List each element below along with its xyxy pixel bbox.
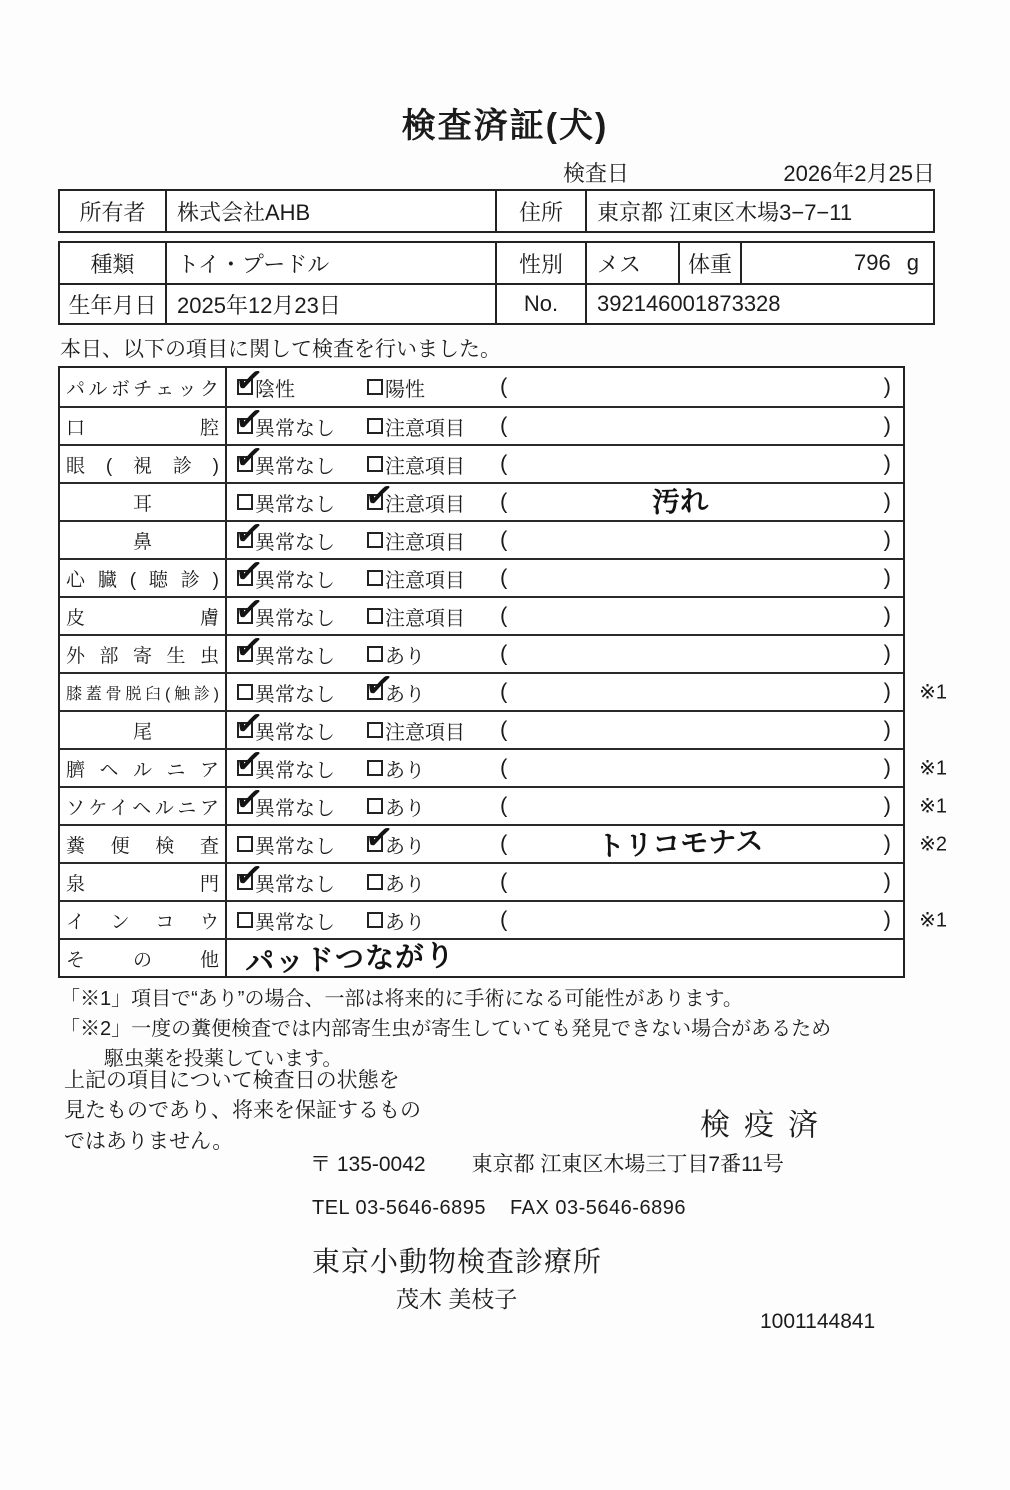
option-1	[232, 779, 335, 824]
sex-value: メス	[587, 243, 680, 283]
footnote-mark: ※1	[919, 681, 947, 704]
species-label: 種類	[60, 243, 167, 283]
option-label: 陰性	[255, 378, 295, 401]
checkbox	[367, 379, 383, 395]
close-paren: )	[883, 450, 891, 476]
animal-table	[58, 241, 935, 325]
exam-row-content	[227, 513, 903, 558]
checkbox	[232, 437, 267, 479]
checkbox	[232, 513, 267, 555]
option-label: 注意項目	[385, 493, 465, 516]
close-paren: )	[883, 488, 891, 514]
checkbox	[367, 456, 383, 472]
option-label: あり	[385, 911, 425, 934]
exam-item-label: 口腔	[66, 417, 219, 439]
exam-item-label-cell	[60, 826, 227, 862]
option-2	[367, 560, 465, 596]
checkbox	[367, 722, 383, 738]
owner-label: 所有者	[60, 191, 167, 231]
exam-row	[60, 360, 903, 406]
exam-row	[60, 703, 903, 748]
exam-item-label-cell	[60, 560, 227, 596]
checkmark: ✓	[232, 627, 267, 669]
option-1	[237, 902, 335, 938]
clinic-fax: FAX 03-5646-6896	[510, 1197, 686, 1219]
exam-item-label-cell	[60, 864, 227, 900]
close-paren: )	[883, 716, 891, 742]
exam-row-content	[227, 475, 903, 520]
open-paren: (	[500, 792, 508, 818]
exam-row	[60, 513, 903, 558]
exam-row-content	[227, 902, 903, 938]
exam-item-label: 外部寄生虫	[66, 645, 219, 667]
clinic-tel: TEL 03-5646-6895	[312, 1197, 487, 1219]
weight-unit: g	[906, 250, 919, 275]
exam-row	[60, 399, 903, 444]
option-label: 注意項目	[385, 417, 465, 440]
exam-item-label-cell	[60, 750, 227, 786]
exam-item-label: 泉門	[66, 873, 219, 895]
exam-row-content	[227, 940, 903, 980]
option-label: 異常なし	[255, 759, 335, 782]
option-2	[362, 475, 465, 520]
option-label: 注意項目	[385, 455, 465, 478]
checkmark: ✓	[232, 437, 267, 479]
option-label: 陽性	[385, 378, 425, 401]
close-paren: )	[883, 792, 891, 818]
checkmark: ✓	[232, 360, 267, 402]
option-1	[232, 855, 335, 900]
birth-label: 生年月日	[60, 285, 167, 323]
option-2	[367, 368, 425, 406]
checkbox	[367, 874, 383, 890]
open-paren: (	[500, 716, 508, 742]
close-paren: )	[883, 373, 891, 399]
exam-item-label-cell	[60, 674, 227, 710]
handwritten-note: トリコモナス	[596, 825, 764, 862]
birth-value: 2025年12月23日	[167, 285, 497, 323]
option-label: あり	[385, 645, 425, 668]
exam-row	[60, 938, 903, 980]
checkbox	[232, 360, 267, 402]
option-label: 注意項目	[385, 721, 465, 744]
clinic-address-line	[310, 1148, 784, 1178]
checkmark: ✓	[232, 703, 267, 745]
checkmark: ✓	[362, 475, 397, 517]
handwritten-note: パッドつながり	[244, 940, 456, 980]
quarantine-stamp: 検疫済	[700, 1109, 832, 1142]
exam-row-content	[227, 551, 903, 596]
exam-row-content	[227, 741, 903, 786]
serial-number: 1001144841	[760, 1310, 876, 1333]
sex-label: 性別	[497, 243, 587, 283]
option-label: 異常なし	[255, 417, 335, 440]
exam-item-label-cell	[60, 636, 227, 672]
checkbox	[232, 551, 267, 593]
exam-item-label: 心臓(聴診)	[66, 569, 219, 591]
exam-item-label: 耳	[132, 493, 152, 515]
exam-item-label: その他	[66, 949, 219, 971]
option-label: 異常なし	[255, 721, 335, 744]
checkmark: ✓	[362, 665, 397, 707]
close-paren: )	[883, 640, 891, 666]
open-paren: (	[500, 830, 508, 856]
footnotes	[60, 984, 831, 1074]
close-paren: )	[883, 526, 891, 552]
option-label: 異常なし	[255, 873, 335, 896]
open-paren: (	[500, 488, 508, 514]
checkmark: ✓	[232, 513, 267, 555]
checkbox	[367, 418, 383, 434]
owner-table	[58, 189, 935, 233]
footnote-mark: ※1	[919, 909, 947, 932]
open-paren: (	[500, 754, 508, 780]
owner-row	[60, 191, 933, 231]
exam-item-label-cell	[60, 484, 227, 520]
exam-item-label: 尾	[132, 721, 152, 743]
exam-item-label-cell	[60, 902, 227, 938]
option-label: 異常なし	[255, 531, 335, 554]
exam-item-label-cell	[60, 408, 227, 444]
close-paren: )	[883, 830, 891, 856]
exam-row-content	[227, 589, 903, 634]
checkbox	[237, 494, 253, 510]
address-label: 住所	[497, 191, 587, 231]
postal-code: 〒 135-0042	[310, 1153, 426, 1176]
option-2	[367, 902, 425, 938]
option-label: あり	[385, 797, 425, 820]
option-label: あり	[385, 873, 425, 896]
exam-item-label-cell	[60, 368, 227, 406]
weight-label: 体重	[680, 243, 742, 283]
exam-row	[60, 475, 903, 520]
disclaimer	[64, 1066, 421, 1157]
handwritten-note: 汚れ	[651, 485, 709, 518]
option-2	[367, 750, 425, 786]
exam-item-label: 鼻	[132, 531, 152, 553]
owner-value: 株式会社AHB	[167, 191, 497, 231]
exam-item-label: 眼(視診)	[66, 455, 219, 477]
open-paren: (	[500, 640, 508, 666]
species-value: トイ・プードル	[167, 243, 497, 283]
option-1	[232, 627, 335, 672]
exam-date-label: 検査日	[563, 161, 630, 186]
disclaimer-line-3: ではありません。	[64, 1129, 234, 1153]
option-2	[367, 864, 425, 900]
checkbox	[367, 798, 383, 814]
exam-row-content	[227, 855, 903, 900]
checkbox	[367, 532, 383, 548]
option-2	[362, 665, 425, 710]
checkbox	[232, 855, 267, 897]
exam-table	[58, 360, 947, 980]
footnote-mark: ※1	[919, 795, 947, 818]
checkbox	[367, 760, 383, 776]
exam-row	[60, 551, 903, 596]
option-label: 異常なし	[255, 911, 335, 934]
no-label: No.	[497, 285, 587, 323]
exam-date-value: 2026年2月25日	[783, 161, 935, 186]
checkbox	[237, 912, 253, 928]
checkbox	[232, 589, 267, 631]
exam-row	[60, 665, 947, 710]
open-paren: (	[500, 564, 508, 590]
option-label: 異常なし	[255, 569, 335, 592]
exam-item-label-cell	[60, 712, 227, 748]
weight-value	[742, 243, 933, 283]
veterinarian-name: 茂木 美枝子	[396, 1286, 518, 1312]
option-label: あり	[385, 759, 425, 782]
checkbox	[237, 684, 253, 700]
option-label: 異常なし	[255, 835, 335, 858]
exam-row	[60, 855, 903, 900]
checkbox	[367, 608, 383, 624]
exam-item-label: ソケイヘルニア	[66, 797, 219, 819]
close-paren: )	[883, 754, 891, 780]
checkbox	[232, 703, 267, 745]
option-label: 異常なし	[255, 645, 335, 668]
exam-item-label: 糞便検査	[66, 835, 219, 857]
exam-row-content	[227, 360, 903, 406]
open-paren: (	[500, 373, 508, 399]
close-paren: )	[883, 678, 891, 704]
exam-row	[60, 741, 947, 786]
exam-date	[563, 157, 935, 188]
address-value: 東京都 江東区木場3−7−11	[597, 199, 853, 225]
exam-item-label: 膝蓋骨脱臼(触診)	[66, 685, 219, 703]
checkbox	[362, 665, 397, 707]
option-2	[367, 408, 465, 444]
option-1	[232, 437, 335, 482]
option-label: 注意項目	[385, 607, 465, 630]
option-label: 注意項目	[385, 531, 465, 554]
checkbox	[362, 475, 397, 517]
checkmark: ✓	[232, 399, 267, 441]
open-paren: (	[500, 412, 508, 438]
exam-item-label-cell	[60, 446, 227, 482]
exam-row	[60, 589, 903, 634]
option-label: あり	[385, 835, 425, 858]
checkmark: ✓	[232, 589, 267, 631]
open-paren: (	[500, 450, 508, 476]
exam-row	[60, 900, 947, 938]
checkbox	[367, 570, 383, 586]
close-paren: )	[883, 602, 891, 628]
clinic-name: 東京小動物検査診療所	[312, 1246, 603, 1277]
clinic-phone-line	[312, 1197, 686, 1220]
exam-row	[60, 817, 947, 862]
option-label: 異常なし	[255, 455, 335, 478]
checkbox	[367, 912, 383, 928]
checkmark: ✓	[232, 741, 267, 783]
option-label: 注意項目	[385, 569, 465, 592]
exam-row-content	[227, 399, 903, 444]
exam-item-label-cell	[60, 788, 227, 824]
option-2	[362, 817, 425, 862]
exam-item-label-cell	[60, 598, 227, 634]
option-label: 異常なし	[255, 493, 335, 516]
close-paren: )	[883, 906, 891, 932]
checkbox	[232, 627, 267, 669]
footnote-mark: ※2	[919, 833, 947, 856]
option-2	[367, 522, 465, 558]
footnote-1: 「※1」項目で“あり”の場合、一部は将来的に手術になる可能性があります。	[60, 988, 743, 1010]
page-title: 検査済証(犬)	[401, 107, 609, 145]
no-value: 392146001873328	[597, 291, 781, 316]
close-paren: )	[883, 412, 891, 438]
exam-item-label: パルボチェック	[66, 378, 219, 400]
weight-number: 796	[854, 250, 891, 275]
open-paren: (	[500, 868, 508, 894]
exam-row-content	[227, 665, 903, 710]
checkmark: ✓	[362, 817, 397, 859]
exam-row-content	[227, 817, 903, 862]
option-2	[367, 712, 465, 748]
option-2	[367, 598, 465, 634]
exam-item-label: 臍ヘルニア	[66, 759, 219, 781]
disclaimer-line-2: 見たものであり、将来を保証するもの	[64, 1099, 421, 1123]
clinic-address: 東京都 江東区木場三丁目7番11号	[471, 1153, 784, 1176]
footnote-mark: ※1	[919, 757, 947, 780]
footnote-2-cont: 駆虫薬を投薬しています。	[104, 1048, 343, 1070]
option-label: あり	[385, 683, 425, 706]
close-paren: )	[883, 868, 891, 894]
checkbox	[232, 779, 267, 821]
checkmark: ✓	[232, 779, 267, 821]
exam-row-content	[227, 703, 903, 748]
footnote-2: 「※2」一度の糞便検査では内部寄生虫が寄生していても発見できない場合があるため	[60, 1018, 832, 1040]
checkmark: ✓	[232, 551, 267, 593]
exam-row-content	[227, 627, 903, 672]
open-paren: (	[500, 602, 508, 628]
open-paren: (	[500, 678, 508, 704]
checkbox	[367, 646, 383, 662]
exam-item-label: インコウ	[66, 911, 219, 933]
disclaimer-line-1: 上記の項目について検査日の状態を	[64, 1069, 400, 1092]
checkbox	[237, 836, 253, 852]
open-paren: (	[500, 906, 508, 932]
intro-text: 本日、以下の項目に関して検査を行いました。	[60, 338, 501, 361]
option-label: 異常なし	[255, 683, 335, 706]
open-paren: (	[500, 526, 508, 552]
exam-item-label: 皮膚	[66, 607, 219, 629]
close-paren: )	[883, 564, 891, 590]
exam-item-label-cell	[60, 940, 227, 976]
checkbox	[362, 817, 397, 859]
checkbox	[232, 741, 267, 783]
exam-row	[60, 627, 903, 672]
option-label: 異常なし	[255, 607, 335, 630]
checkbox	[232, 399, 267, 441]
option-label: 異常なし	[255, 797, 335, 820]
checkmark: ✓	[232, 855, 267, 897]
species-row	[60, 243, 933, 283]
exam-item-label-cell	[60, 522, 227, 558]
birth-row	[60, 283, 933, 323]
